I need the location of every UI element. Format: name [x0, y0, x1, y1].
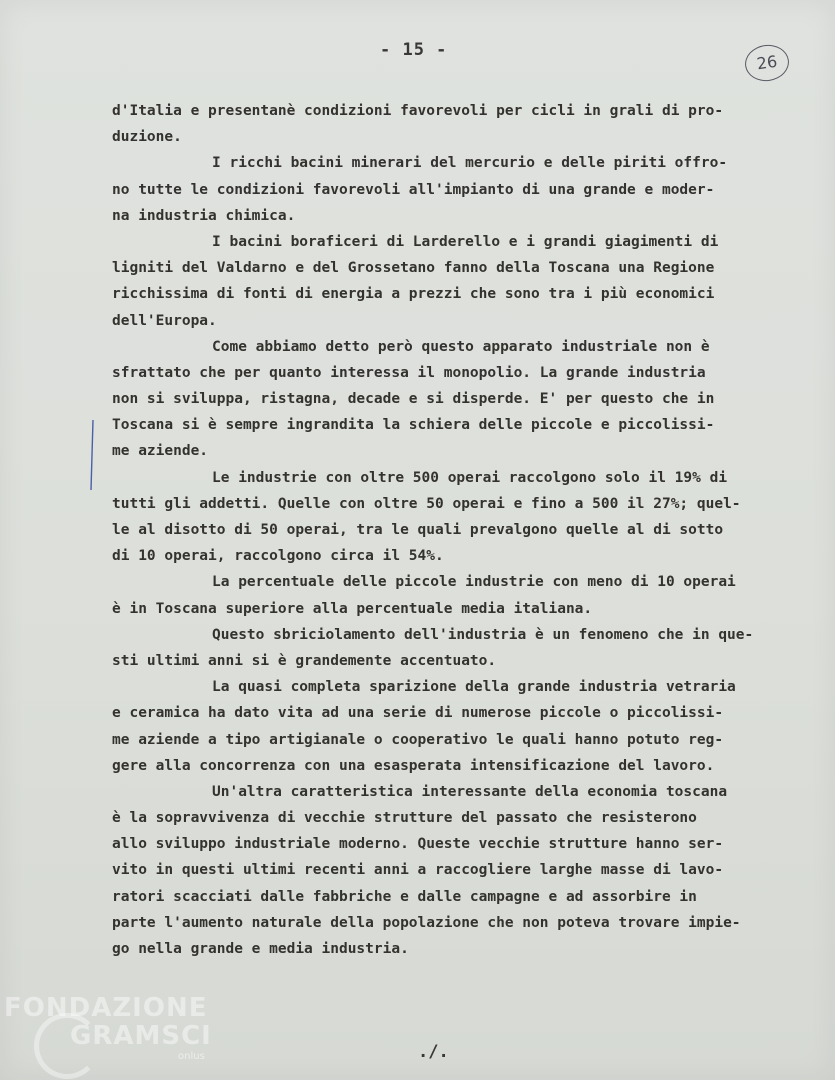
- text-line: no tutte le condizioni favorevoli all'impianto di una grande e moder-: [112, 181, 715, 198]
- text-line: gere alla concorrenza con una esasperata intensificazione del lavoro.: [112, 757, 715, 774]
- text-line: vito in questi ultimi recenti anni a raccogliere larghe masse di lavo-: [112, 862, 724, 879]
- continuation-mark: ./.: [418, 1042, 449, 1062]
- margin-pen-mark: [90, 420, 94, 490]
- text-line: me aziende.: [112, 443, 209, 460]
- text-line: Un'altra caratteristica interessante della economia toscana: [212, 783, 728, 800]
- text-line: allo sviluppo industriale moderno. Queste vecchie strutture hanno ser-: [112, 836, 724, 853]
- text-line: Le industrie con oltre 500 operai raccolgono solo il 19% di: [212, 469, 728, 486]
- text-line: I ricchi bacini minerari del mercurio e delle piriti offro-: [212, 155, 728, 172]
- typed-text-body: [112, 98, 812, 962]
- watermark-line3: onlus: [178, 1051, 205, 1062]
- text-line: e ceramica ha dato vita ad una serie di numerose piccole o piccolissi-: [112, 705, 724, 722]
- watermark-logo: [0, 985, 220, 1075]
- text-line: ratori scacciati dalle fabbriche e dalle campagne e ad assorbire in: [112, 888, 697, 905]
- text-line: ricchissima di fonti di energia a prezzi che sono tra i più economici: [112, 286, 715, 303]
- text-line: dell'Europa.: [112, 312, 217, 329]
- text-line: duzione.: [112, 129, 182, 146]
- text-line: d'Italia e presentanè condizioni favorevoli per cicli in grali di pro-: [112, 103, 724, 119]
- text-line: na industria chimica.: [112, 207, 296, 224]
- text-line: le al disotto di 50 operai, tra le quali prevalgono quelle al di sotto: [112, 522, 724, 538]
- text-line: me aziende a tipo artigianale o cooperativo le quali hanno potuto reg-: [112, 731, 724, 748]
- page-number: - 15 -: [380, 40, 448, 60]
- text-line: La quasi completa sparizione della grande industria vetraria: [212, 679, 736, 696]
- text-line: La percentuale delle piccole industrie con meno di 10 operai: [212, 574, 736, 591]
- archive-number-stamp: 26: [743, 42, 792, 84]
- text-line: di 10 operai, raccolgono circa il 54%.: [112, 548, 444, 565]
- text-line: non si sviluppa, ristagna, decade e si disperde. E' per questo che in: [112, 391, 715, 408]
- text-line: è la sopravvivenza di vecchie strutture del passato che resisterono: [112, 810, 697, 827]
- text-line: Questo sbriciolamento dell'industria è un fenomeno che in que-: [212, 626, 754, 643]
- text-line: ligniti del Valdarno e del Grossetano fanno della Toscana una Regione: [112, 260, 715, 277]
- text-line: Toscana si è sempre ingrandita la schiera delle piccole e piccolissi-: [112, 417, 715, 434]
- watermark-line2: GRAMSCI: [70, 1021, 212, 1051]
- text-line: I bacini boraficeri di Larderello e i grandi giagimenti di: [212, 233, 719, 250]
- text-line: parte l'aumento naturale della popolazione che non poteva trovare impie-: [112, 914, 741, 931]
- text-line: tutti gli addetti. Quelle con oltre 50 operai e fino a 500 il 27%; quel-: [112, 495, 741, 512]
- text-line: sti ultimi anni si è grandemente accentuato.: [112, 652, 497, 669]
- text-line: Come abbiamo detto però questo apparato industriale non è: [212, 338, 710, 355]
- text-line: sfrattato che per quanto interessa il monopolio. La grande industria: [112, 364, 706, 381]
- text-line: go nella grande e media industria.: [112, 941, 409, 957]
- text-line: è in Toscana superiore alla percentuale media italiana.: [112, 600, 593, 617]
- watermark-line1: FONDAZIONE: [4, 993, 208, 1023]
